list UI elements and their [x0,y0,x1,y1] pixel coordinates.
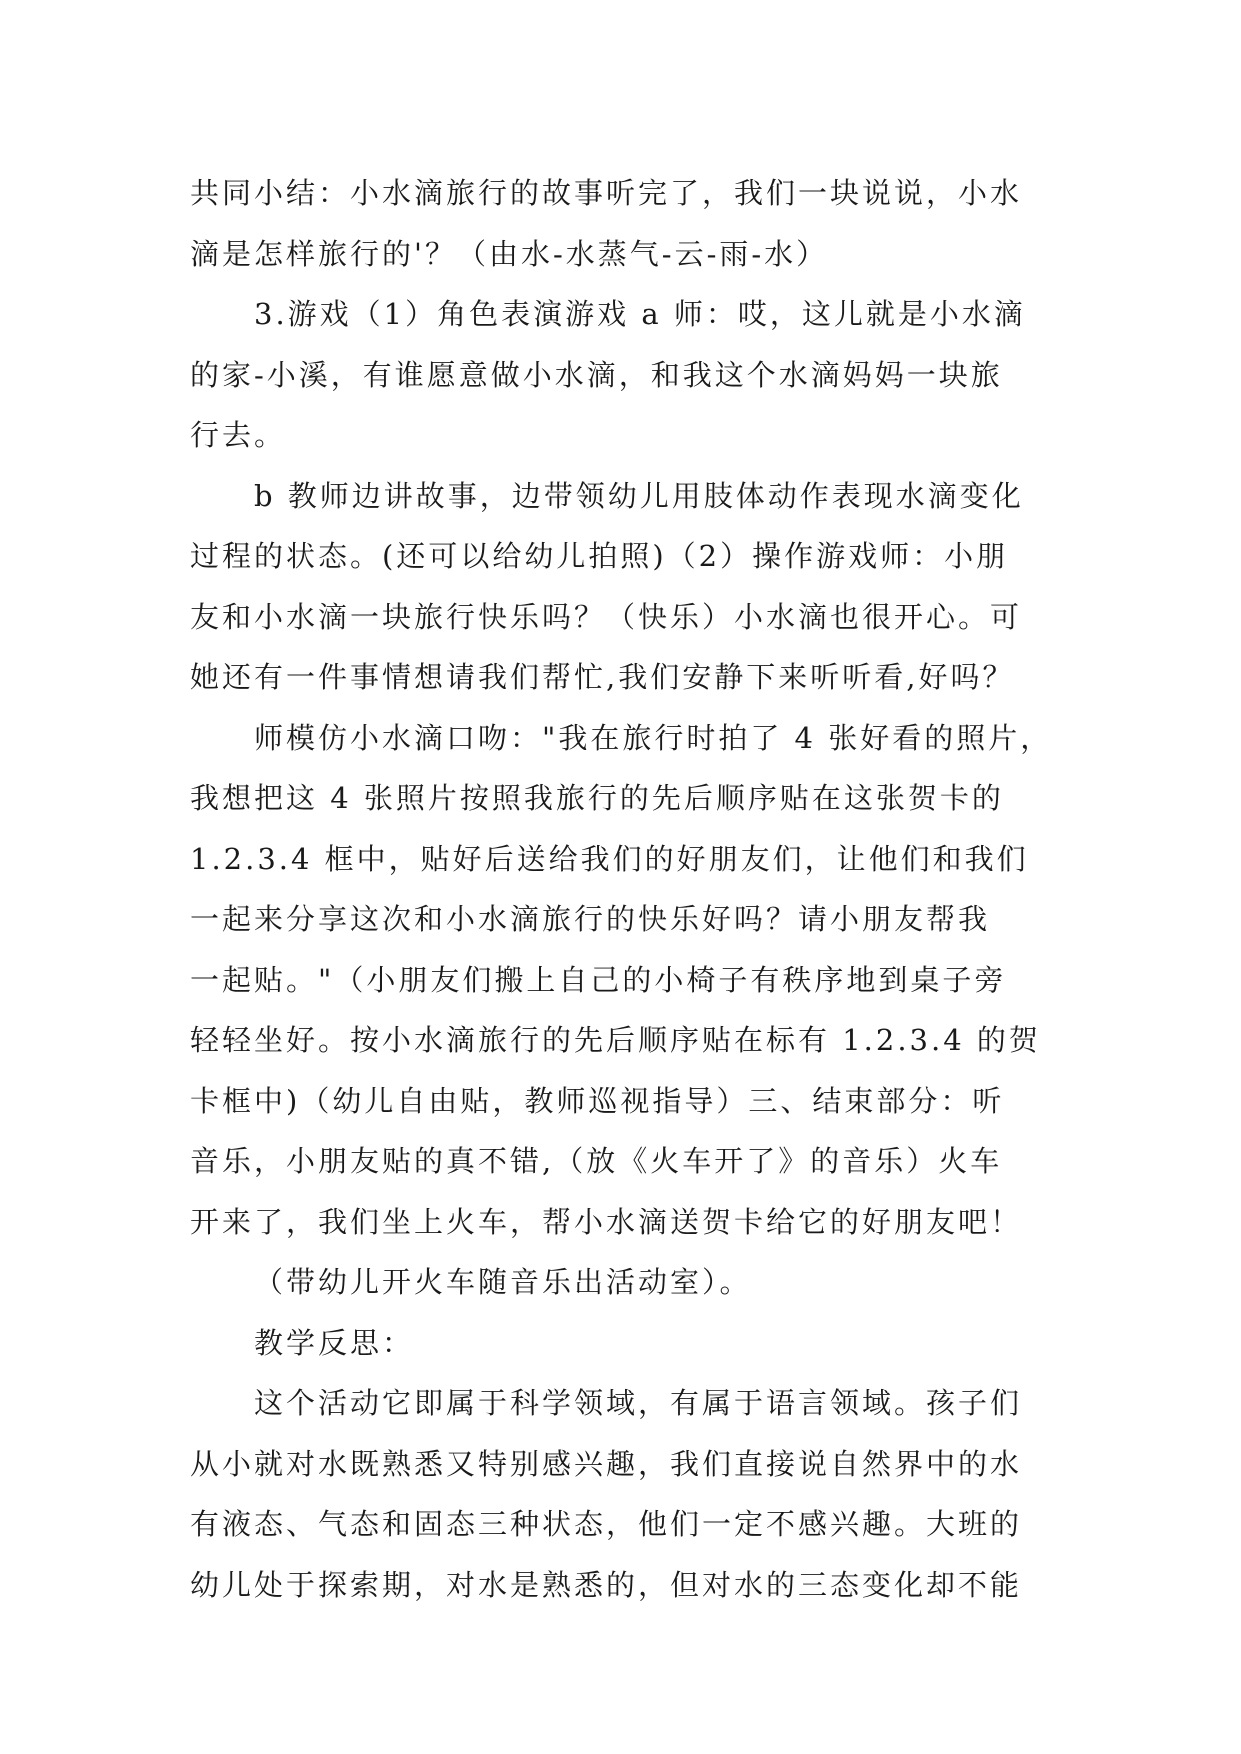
text-line: 行去。 [190,418,287,452]
text-line: 1.2.3.4 框中，贴好后送给我们的好朋友们，让他们和我们 [190,841,1029,876]
text-line: 幼儿处于探索期，对水是熟悉的，但对水的三态变化却不能 [190,1567,1023,1602]
text-line: （带幼儿开火车随音乐出活动室）。 [254,1265,752,1299]
text-line: 轻轻坐好。按小水滴旅行的先后顺序贴在标有 1.2.3.4 的贺 [190,1023,1041,1057]
text-line: 师模仿小水滴口吻："我在旅行时拍了 4 张好看的照片， [254,720,1053,755]
text-line: 共同小结：小水滴旅行的故事听完了，我们一块说说，小水 [190,176,1023,210]
text-line: 友和小水滴一块旅行快乐吗？（快乐）小水滴也很开心。可 [190,599,1023,634]
text-line: 我想把这 4 张照片按照我旅行的先后顺序贴在这张贺卡的 [190,781,1004,815]
text-line: 从小就对水既熟悉又特别感兴趣，我们直接说自然界中的水 [190,1446,1023,1481]
text-line: 的家-小溪，有谁愿意做小水滴，和我这个水滴妈妈一块旅 [190,357,1003,392]
text-line: 一起贴。"（小朋友们搬上自己的小椅子有秩序地到桌子旁 [190,962,1007,997]
document-body [190,163,1053,1615]
text-line: 卡框中)（幼儿自由贴，教师巡视指导）三、结束部分：听 [190,1083,1005,1118]
text-line: 滴是怎样旅行的'？（由水-水蒸气-云-雨-水） [190,236,829,271]
text-line: 过程的状态。(还可以给幼儿拍照)（2）操作游戏师：小朋 [190,539,1009,573]
text-line: 有液态、气态和固态三种状态，他们一定不感兴趣。大班的 [190,1507,1023,1541]
text-line: b 教师边讲故事，边带领幼儿用肢体动作表现水滴变化 [254,478,1024,513]
text-line: 3.游戏（1）角色表演游戏 a 师：哎，这儿就是小水滴 [254,297,1026,331]
text-line: 音乐，小朋友贴的真不错,（放《火车开了》的音乐）火车 [190,1144,1003,1178]
text-line: 开来了，我们坐上火车，帮小水滴送贺卡给它的好朋友吧！ [190,1204,1023,1239]
section-heading: 教学反思： [254,1325,415,1360]
text-line: 她还有一件事情想请我们帮忙,我们安静下来听听看,好吗？ [190,660,1015,694]
text-line: 这个活动它即属于科学领域，有属于语言领域。孩子们 [254,1386,1023,1420]
text-line: 一起来分享这次和小水滴旅行的快乐好吗？请小朋友帮我 [190,902,991,936]
